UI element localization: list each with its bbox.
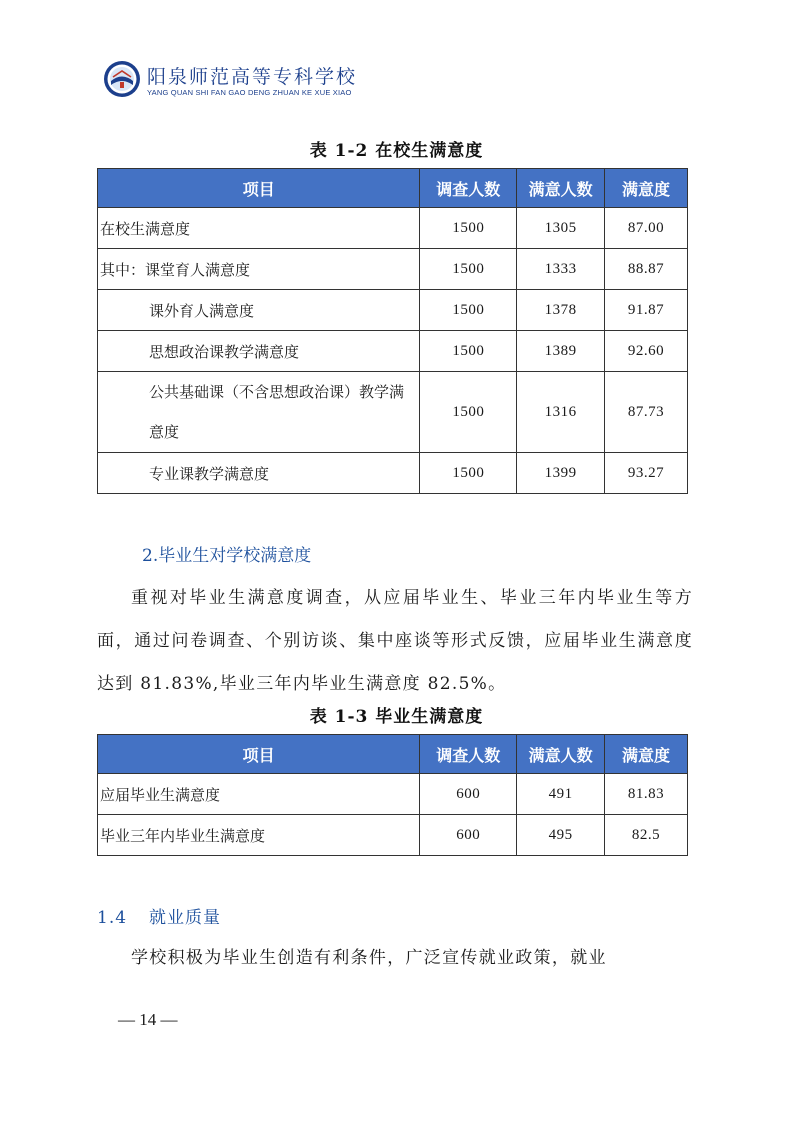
row-satisfied: 1333	[517, 249, 605, 290]
row-rate: 88.87	[605, 249, 688, 290]
satisfaction-table-students	[97, 168, 688, 494]
satisfaction-table-graduates	[97, 734, 688, 856]
row-item: 思想政治课教学满意度	[98, 331, 420, 372]
row-rate: 82.5	[605, 815, 688, 856]
table1-caption: 表 1-2 在校生满意度	[309, 141, 484, 161]
body-paragraph: 重视对毕业生满意度调查，从应届毕业生、毕业三年内毕业生等方面，通过问卷调查、个别访谈、集中座谈等形式反馈，应届毕业生满意度达到 81.83%,毕业三年内毕业生满意度 82.5%。	[97, 588, 693, 694]
page-number: — 14 —	[118, 1010, 178, 1029]
row-rate: 81.83	[605, 774, 688, 815]
page-header	[103, 58, 363, 102]
column-header: 调查人数	[420, 735, 517, 774]
row-item: 专业课教学满意度	[98, 453, 420, 494]
row-rate: 92.60	[605, 331, 688, 372]
column-header: 满意度	[605, 169, 688, 208]
row-surveyed: 1500	[420, 290, 517, 331]
row-item: 毕业三年内毕业生满意度	[98, 815, 420, 856]
table2-caption: 表 1-3 毕业生满意度	[309, 707, 484, 727]
table-row	[98, 249, 688, 290]
row-surveyed: 1500	[420, 249, 517, 290]
section-number: 1.4	[97, 908, 128, 928]
row-surveyed: 1500	[420, 372, 517, 453]
row-satisfied: 1389	[517, 331, 605, 372]
table-row	[98, 208, 688, 249]
row-surveyed: 600	[420, 774, 517, 815]
row-rate: 91.87	[605, 290, 688, 331]
table-row	[98, 331, 688, 372]
row-item: 应届毕业生满意度	[98, 774, 420, 815]
row-item: 课外育人满意度	[98, 290, 420, 331]
row-item: 其中：课堂育人满意度	[98, 249, 420, 290]
column-header: 项目	[98, 735, 420, 774]
section-heading-graduate-satisfaction: 2.毕业生对学校满意度	[142, 546, 312, 566]
school-name-en: YANG QUAN SHI FAN GAO DENG ZHUAN KE XUE XIAO	[147, 88, 352, 97]
school-emblem-icon	[103, 60, 141, 98]
table-header-row	[98, 735, 688, 774]
row-item: 公共基础课（不含思想政治课）教学满意度	[98, 372, 420, 453]
table-row	[98, 815, 688, 856]
table-row	[98, 372, 688, 453]
row-surveyed: 1500	[420, 331, 517, 372]
column-header: 满意度	[605, 735, 688, 774]
table-row	[98, 774, 688, 815]
body-paragraph: 学校积极为毕业生创造有利条件，广泛宣传就业政策，就业	[131, 948, 607, 968]
column-header: 项目	[98, 169, 420, 208]
row-surveyed: 600	[420, 815, 517, 856]
column-header: 满意人数	[517, 735, 605, 774]
school-name-cn: 阳泉师范高等专科学校	[147, 66, 358, 88]
row-satisfied: 1399	[517, 453, 605, 494]
column-header: 满意人数	[517, 169, 605, 208]
row-satisfied: 495	[517, 815, 605, 856]
row-satisfied: 1316	[517, 372, 605, 453]
row-rate: 93.27	[605, 453, 688, 494]
column-header: 调查人数	[420, 169, 517, 208]
row-surveyed: 1500	[420, 208, 517, 249]
table-header-row	[98, 169, 688, 208]
row-satisfied: 1378	[517, 290, 605, 331]
row-rate: 87.73	[605, 372, 688, 453]
table-row	[98, 290, 688, 331]
row-item: 在校生满意度	[98, 208, 420, 249]
row-rate: 87.00	[605, 208, 688, 249]
row-surveyed: 1500	[420, 453, 517, 494]
section-heading-employment-quality	[97, 903, 221, 928]
row-satisfied: 491	[517, 774, 605, 815]
row-satisfied: 1305	[517, 208, 605, 249]
section-title: 就业质量	[149, 908, 222, 928]
table-row	[98, 453, 688, 494]
